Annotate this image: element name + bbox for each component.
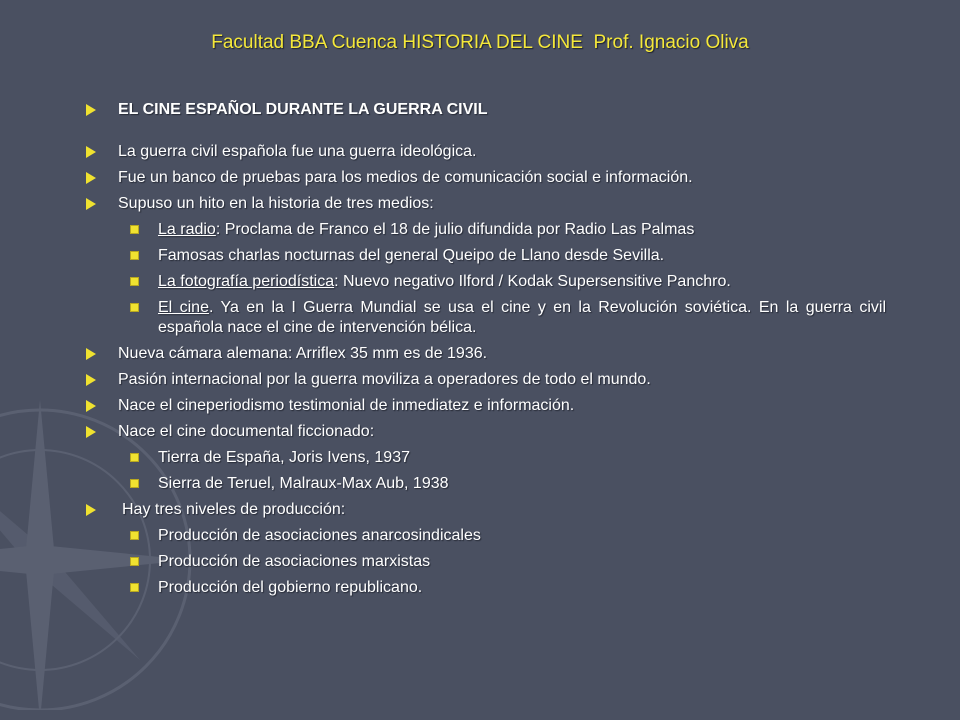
square-bullet-icon <box>130 531 139 540</box>
sub-list-item <box>86 220 886 240</box>
square-bullet-icon <box>130 479 139 488</box>
production-level: Producción de asociaciones anarcosindicales <box>158 527 481 544</box>
film-item: Sierra de Teruel, Malraux-Max Aub, 1938 <box>158 475 449 492</box>
arrow-bullet-icon <box>86 426 96 438</box>
sub-list-item <box>86 474 886 494</box>
media-description: Famosas charlas nocturnas del general Queipo de Llano desde Sevilla. <box>158 247 665 264</box>
list-item-text: Hay tres niveles de producción: <box>122 501 346 518</box>
list-item-text: La guerra civil española fue una guerra ideológica. <box>118 143 477 160</box>
square-bullet-icon <box>130 303 139 312</box>
square-bullet-icon <box>130 251 139 260</box>
list-item <box>86 344 886 364</box>
square-bullet-icon <box>130 225 139 234</box>
square-bullet-icon <box>130 277 139 286</box>
media-term: La radio <box>158 221 216 238</box>
list-item <box>86 500 886 520</box>
list-item <box>86 194 886 214</box>
media-description: : Proclama de Franco el 18 de julio difundida por Radio Las Palmas <box>215 221 695 238</box>
list-item-text: Nace el cineperiodismo testimonial de inmediatez e información. <box>118 397 575 414</box>
list-item <box>86 422 886 442</box>
square-bullet-icon <box>130 453 139 462</box>
arrow-bullet-icon <box>86 198 96 210</box>
media-description: . Ya en la I Guerra Mundial se usa el cine y en la Revolución soviética. En la guerra civil española nace el cine de intervención bélica. <box>158 299 886 336</box>
arrow-bullet-icon <box>86 172 96 184</box>
list-item-text: Nace el cine documental ficcionado: <box>118 423 375 440</box>
list-item-text: Pasión internacional por la guerra moviliza a operadores de todo el mundo. <box>118 371 651 388</box>
arrow-bullet-icon <box>86 348 96 360</box>
list-item <box>86 168 886 188</box>
slide-content <box>86 100 886 604</box>
production-level: Producción de asociaciones marxistas <box>158 553 431 570</box>
section-heading: EL CINE ESPAÑOL DURANTE LA GUERRA CIVIL <box>118 101 488 118</box>
sub-list-item <box>86 272 886 292</box>
list-item <box>86 396 886 416</box>
heading-item <box>86 100 886 120</box>
list-item <box>86 370 886 390</box>
square-bullet-icon <box>130 557 139 566</box>
slide-title: Facultad BBA Cuenca HISTORIA DEL CINE Prof. Ignacio Oliva <box>211 32 749 53</box>
media-term: El cine <box>158 299 209 316</box>
arrow-bullet-icon <box>86 104 96 116</box>
list-item-text: Supuso un hito en la historia de tres medios: <box>118 195 434 212</box>
arrow-bullet-icon <box>86 146 96 158</box>
sub-list-item <box>86 298 886 338</box>
sub-list-item <box>86 552 886 572</box>
sub-list-item <box>86 526 886 546</box>
media-term: La fotografía periodística <box>158 273 335 290</box>
arrow-bullet-icon <box>86 504 96 516</box>
square-bullet-icon <box>130 583 139 592</box>
sub-list-item <box>86 578 886 598</box>
media-description: : Nuevo negativo Ilford / Kodak Supersensitive Panchro. <box>334 273 731 290</box>
production-level: Producción del gobierno republicano. <box>158 579 423 596</box>
list-item-text: Nueva cámara alemana: Arriflex 35 mm es de 1936. <box>118 345 488 362</box>
arrow-bullet-icon <box>86 374 96 386</box>
sub-list-item <box>86 246 886 266</box>
film-item: Tierra de España, Joris Ivens, 1937 <box>158 449 410 466</box>
list-item-text: Fue un banco de pruebas para los medios de comunicación social e información. <box>118 169 693 186</box>
list-item <box>86 142 886 162</box>
sub-list-item <box>86 448 886 468</box>
arrow-bullet-icon <box>86 400 96 412</box>
